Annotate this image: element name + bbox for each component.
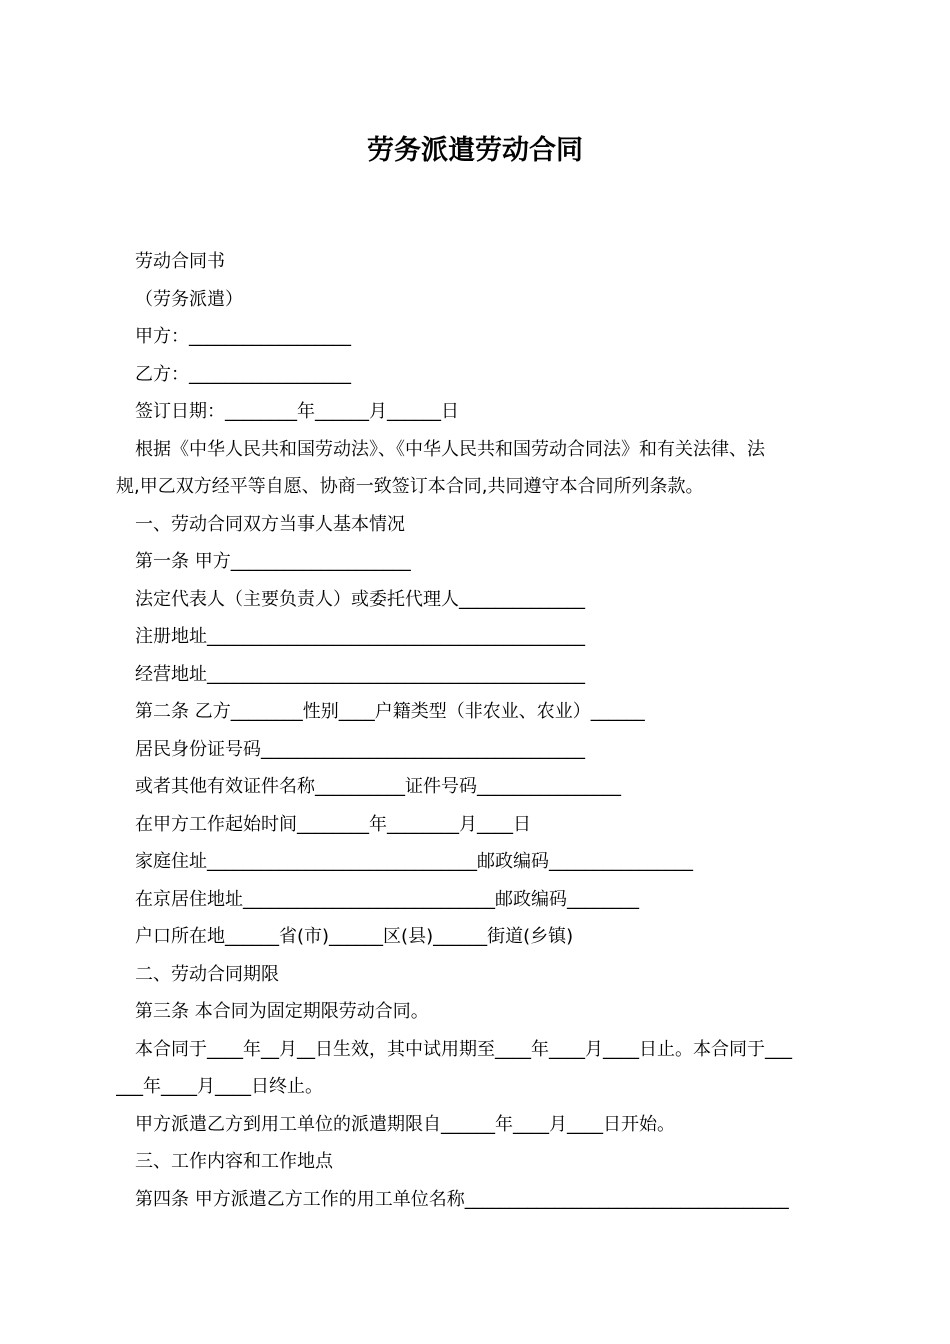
body-line: 第四条 甲方派遣乙方工作的用工单位名称____________________________________ [135,1188,789,1210]
body-line: 甲方派遣乙方到用工单位的派遣期限自______年____月____日开始。 [135,1113,675,1135]
body-line: 居民身份证号码____________________________________ [135,738,585,760]
body-line: 在甲方工作起始时间________年________月____日 [135,813,531,835]
document-title: 劳务派遣劳动合同 [367,135,583,166]
body-line: 甲方：__________________ [135,326,351,347]
body-line: 根据《中华人民共和国劳动法》、《中华人民共和国劳动合同法》和有关法律、法 [135,438,765,460]
body-line: 或者其他有效证件名称__________证件号码________________ [135,776,621,797]
document-body [116,243,836,1218]
body-line: 法定代表人（主要负责人）或委托代理人______________ [135,588,585,610]
body-line: 三、工作内容和工作地点 [135,1151,333,1172]
body-line: 第二条 乙方________性别____户籍类型（非农业、农业）______ [135,701,645,722]
body-line: 规,甲乙双方经平等自愿、协商一致签订本合同,共同遵守本合同所列条款。 [116,476,704,497]
body-line: 户口所在地______省(市)______区(县)______街道(乡镇) [135,926,574,947]
body-line: ___年____月____日终止。 [116,1076,323,1097]
body-line: 家庭住址______________________________邮政编码________________ [135,851,693,872]
body-line: 二、劳动合同期限 [135,963,279,985]
body-line: （劳务派遣） [135,288,243,310]
body-line: 签订日期：________年______月______日 [135,401,459,422]
body-line: 注册地址__________________________________________ [135,626,585,647]
body-line: 在京居住地址____________________________邮政编码________ [135,888,639,910]
body-line: 劳动合同书 [135,251,225,272]
body-line: 乙方：__________________ [135,363,351,385]
body-line: 一、劳动合同双方当事人基本情况 [135,513,405,535]
body-line: 本合同于____年__月__日生效，其中试用期至____年____月____日止。本合同于___ [135,1038,792,1060]
body-line: 第三条 本合同为固定期限劳动合同。 [135,1001,429,1022]
body-line: 第一条 甲方____________________ [135,551,411,572]
body-line: 经营地址__________________________________________ [135,663,585,685]
